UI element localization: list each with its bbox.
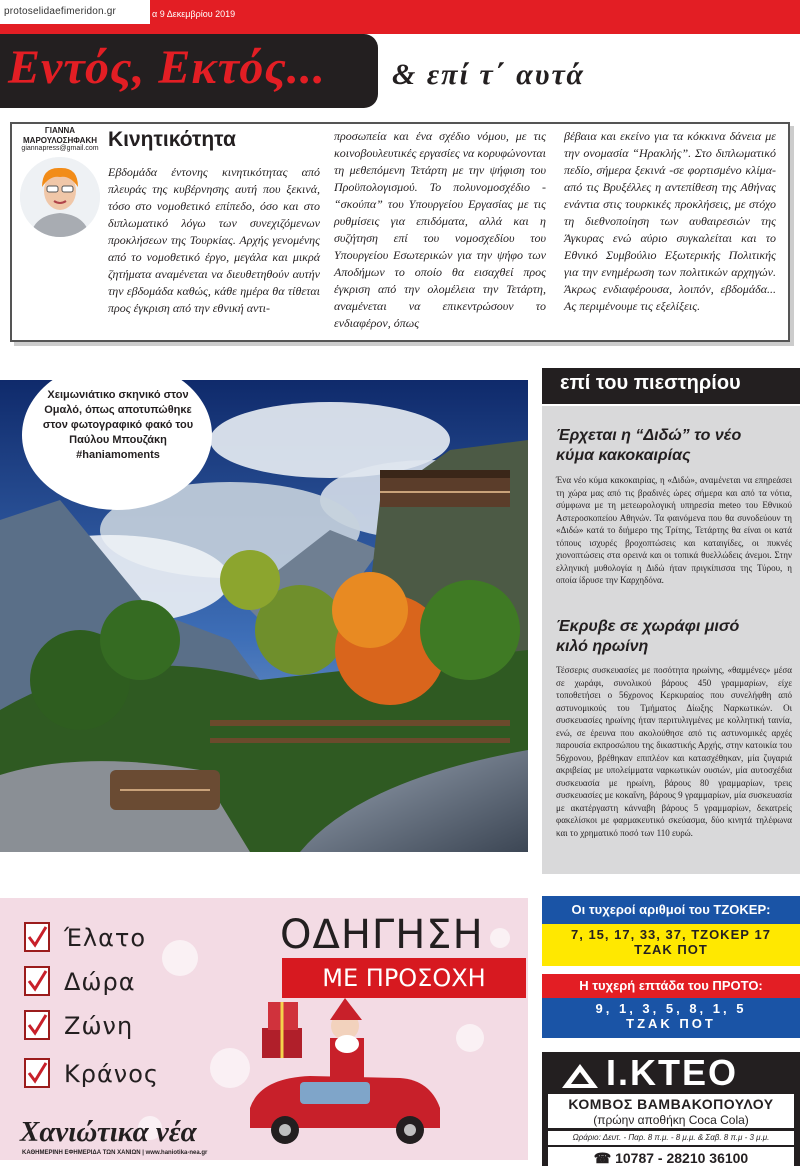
ad-checkbox-2 — [24, 966, 50, 996]
ad-item-2: Δώρα — [64, 968, 136, 996]
ad-brand-sub: ΚΑΘΗΜΕΡΙΝΗ ΕΦΗΜΕΡΙΔΑ ΤΩΝ ΧΑΝΙΩΝ | www.haniotika-nea.gr — [22, 1150, 208, 1156]
ad-headline: ΟΔΗΓΗΣΗ — [280, 912, 484, 958]
ad-subline: ΜΕ ΠΡΟΣΟΧΗ — [322, 964, 486, 992]
ad-checkbox-1 — [24, 922, 50, 952]
story2-text: Τέσσερις συσκευασίες με ποσότητα ηρωίνης, «θαμμένες» μέσα σε χωράφι, συνολικού βάρους 450 γραμμαρίων, είχε τοποθετήσει ο 56χρονος Κερκυραίος που συνελήφθη από αστυνομικούς του Τμήματος Δίωξης Ναρκωτικών. Οι συσκευασίες ηρωίνης ήταν περιτυλιγμένες με κολλητική ταινία, ενώ, σε έρευνα που ακολούθησε από τις αστυνομικές αρχές παρουσία εκπροσώπου της δικαστικής Αρχής, στην κατοικία του 56χρονου, βρέθηκαν επιπλέον και κατασχέθηκαν, μία ζυγαριά ακριβείας με υπολείμματα ναρκωτικών ουσιών, μία αυτοσχέδια συσκευασία με ηρωίνη, βάρους 80 γραμμαρίων, τρεις συσκευασίες με κοκαΐνη, βάρους 9 γραμμαρίων, μία συσκευασία με ακατέργαστη κάνναβη βάρους 5 γραμμαρίων, δεκατρείς φακελίσκοι με φαρμακευτικό σκεύασμα, δύο κινητά τηλέφωνα και το χρηματικό ποσό των 110 ευρώ. — [556, 665, 792, 838]
ad-item-1: Έλατο — [64, 924, 147, 952]
masthead-subtitle: & επί τ΄ αυτά — [392, 58, 585, 91]
kteo-location: ΚΟΜΒΟΣ ΒΑΜΒΑΚΟΠΟΥΛΟΥ — [568, 1096, 774, 1112]
joker-note: ΤΖΑΚ ΠΟΤ — [634, 942, 708, 957]
story2-title: Έκρυβε σε χωράφι μισό κιλό ηρωίνη — [556, 618, 740, 655]
joker-header-box — [542, 896, 800, 924]
kteo-triangle-icon — [560, 1062, 600, 1090]
proto-header-box — [542, 974, 800, 998]
author-name: ΓΙΑΝΝΑ ΜΑΡΟΥΛΟΣΗΦΑΚΗ — [23, 126, 97, 145]
column-title: Κινητικότητα — [108, 128, 236, 151]
phone-icon: ☎ — [593, 1150, 616, 1166]
column-text-2: προσωπεία και ένα σχέδιο νόμου, με τις κοινοβουλευτικές εργασίες να κορυφώνονται τη μεθεπόμενη Τετάρτη με την ψήφιση του Προϋπολογισμού. Το πολυνομοσχέδιο - “σκούπα” του Υπουργείου Εργασίας με τις ρυθμίσεις για επιδόματα, αλλά και η συζήτηση επί του νομοσχεδίου του Υπουργείου Εσωτερικών για την ψήφο των Αποδήμων το οποίο θα εισαχθεί προς έγκριση από την ολομέλεια την Τετάρτη, αναμένεται να επικεντρώσουν το ενδιαφέρον, όπως — [334, 129, 546, 330]
kteo-logo: Ι.ΚΤΕΟ — [606, 1052, 739, 1093]
story1-text: Ένα νέο κύμα κακοκαιρίας, η «Διδώ», αναμένεται να επηρεάσει τη χώρα μας από τις βραδινές ώρες σήμερα και από τα νότια, σύμφωνα με τη μετεωρολογική υπηρεσία meteo του Εθνικού Αστεροσκοπείου Αθηνών. Τα φαινόμενα που θα συνοδεύουν τη «Διδώ» κατά το διήμερο της Τρίτης, Τετάρτης θα είναι οι κατά τόπους ισχυρές βροχοπτώσεις και καταιγίδες, οι πυκνές χιονοπτώσεις στα ορεινά και οι τοπικά θυελλώδεις άνεμοι. Στην ελληνική μυθολογία η Διδώ ήταν πριγκίπισσα της Τύρου, η οποία ίδρυσε την Καρχηδόνα. — [556, 475, 792, 585]
press-heading: επί του πιεστηρίου — [560, 372, 741, 394]
issue-date: α 9 Δεκεμβρίου 2019 — [152, 9, 236, 19]
kteo-phone[interactable] — [548, 1147, 794, 1169]
joker-numbers: 7, 15, 17, 33, 37, ΤΖΟΚΕΡ 17 — [571, 927, 771, 942]
joker-numbers-box — [542, 924, 800, 966]
ad-checkbox-3 — [24, 1010, 50, 1040]
ad-item-3: Ζώνη — [64, 1012, 134, 1040]
kteo-hours: Ωράριο: Δευτ. - Παρ. 8 π.μ. - 8 μ.μ. & Σαβ. 8 π.μ - 3 μ.μ. — [548, 1131, 794, 1145]
author-email[interactable]: giannapress@gmail.com — [21, 145, 99, 152]
story1-title: Έρχεται η “Διδώ” το νέο κύμα κακοκαιρίας — [556, 427, 742, 464]
ad-brand-logo: Χανιώτικα νέα — [20, 1116, 197, 1148]
ad-item-4: Κράνος — [64, 1060, 159, 1088]
site-url[interactable]: protoselidaefimeridon.gr — [4, 6, 117, 17]
column-text-3: βέβαια και εκείνο για τα κόκκινα δάνεια με την ονομασία “Ηρακλής”. Στο διπλωματικό πεδίο, σήμερα ξεκινά -σε φορτισμένο κλίμα- από τις Βρυξέλλες η αντεπίθεση της Αθήνας ενάντια στις τουρκικές προκλήσεις, με στόχο τη διεθνοποίηση των αυθαιρεσιών της Άγκυρας ενώ αύριο συγκαλείται και το Εθνικό Συμβούλιο Εξωτερικής Πολιτικής για την ενημέρωση των πολιτικών αρχηγών. Άκρως ενδιαφέρουσα, λοιπόν, εβδομάδα... Ας περιμένουμε τις εξελίξεις. — [564, 129, 776, 313]
proto-numbers-box — [542, 998, 800, 1038]
proto-note: ΤΖΑΚ ΠΟΤ — [626, 1016, 716, 1031]
author-photo — [20, 157, 100, 237]
photo-caption: Χειμωνιάτικο σκηνικό στον Ομαλό, όπως αποτυπώθηκε στον φωτογραφικό φακό του Παύλου Μπουζάκη #haniamoments — [42, 389, 194, 461]
ad-checkbox-4 — [24, 1058, 50, 1088]
proto-numbers: 9, 1, 3, 5, 8, 1, 5 — [595, 1001, 747, 1016]
masthead-title: Εντός, Εκτός... — [8, 41, 326, 94]
kteo-phone-number: 10787 - 28210 36100 — [615, 1150, 749, 1166]
column-text-1: Εβδομάδα έντονης κινητικότητας από πλευράς της κυβέρνησης αυτή που ξεκινά, τόσο στο νομοθετικό επίπεδο, όσο και στο διπλωματικό λόγω των συνεχιζόμενων προκλήσεων της Τουρκίας. Αρχής γενομένης από το νομοθετικό έργο, μεγάλα και μικρά ζητήματα αναμένεται να διευθετηθούν αυτήν την εβδομάδα καθώς, κάθε ημέρα θα τίθεται προς έγκριση από την εθνική αντι- — [108, 165, 320, 315]
proto-title: Η τυχερή επτάδα του ΠΡΟΤΟ: — [579, 978, 763, 993]
kteo-location-note: (πρώην αποθήκη Coca Cola) — [593, 1113, 749, 1127]
joker-title: Οι τυχεροί αριθμοί του ΤΖΟΚΕΡ: — [571, 902, 771, 917]
